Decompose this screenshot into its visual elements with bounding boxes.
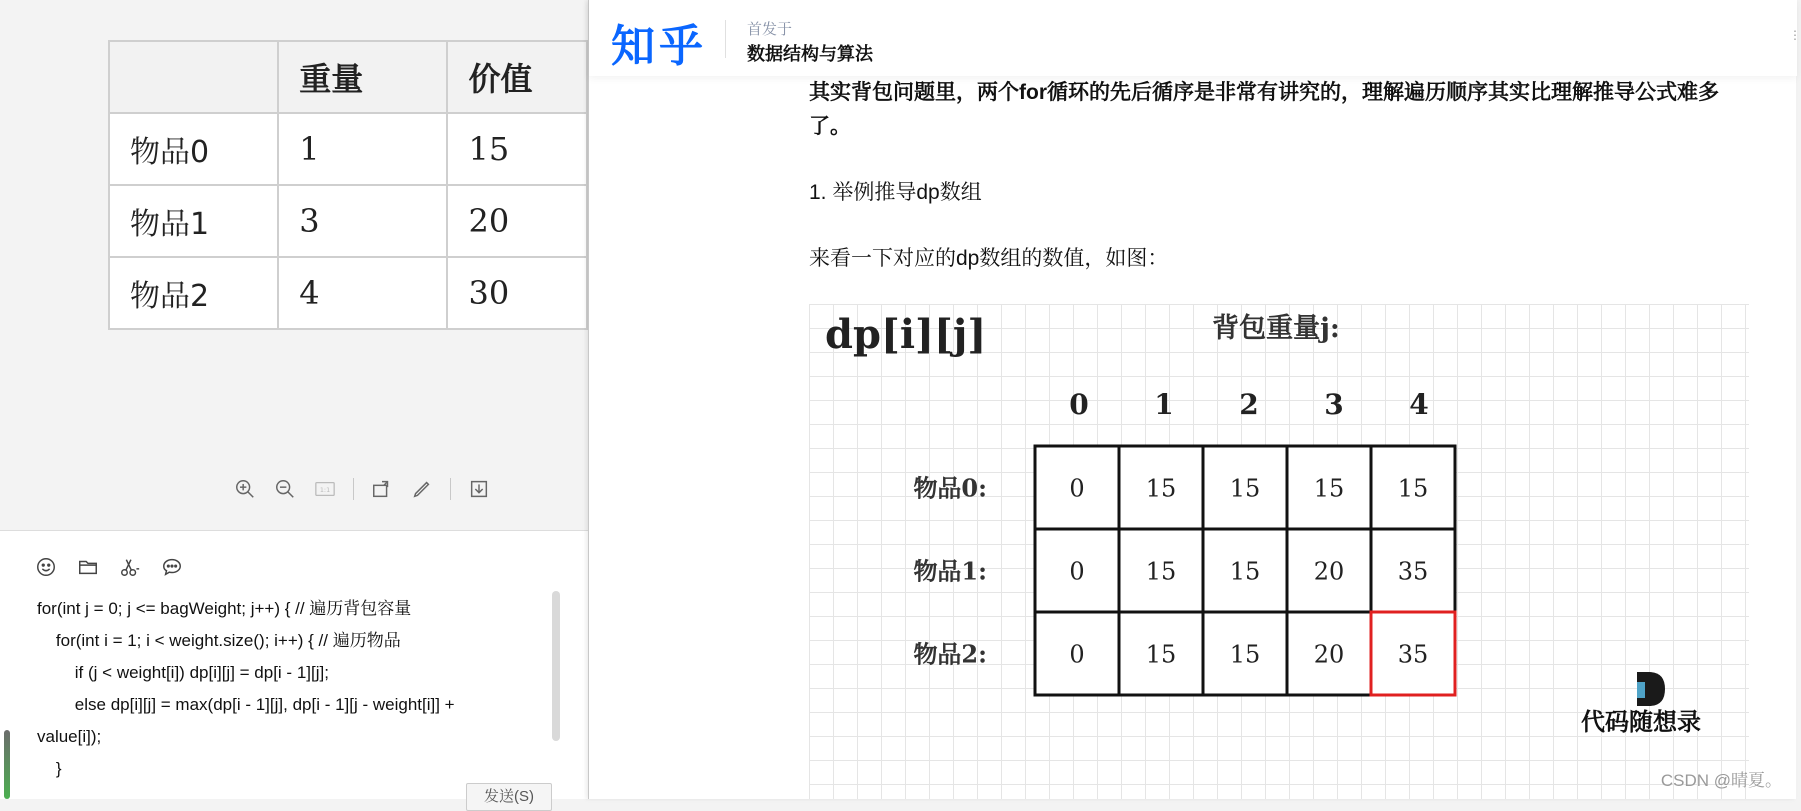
- row-label: 物品0:: [913, 473, 987, 503]
- zoom-in-icon[interactable]: [225, 472, 265, 506]
- dp-cell-value: 15: [1145, 557, 1177, 586]
- column-index-label: 0: [1069, 388, 1089, 421]
- dp-array-figure[interactable]: [809, 304, 1749, 799]
- send-button[interactable]: 发送(S): [466, 783, 552, 811]
- zoom-out-icon[interactable]: [265, 472, 305, 506]
- dp-cell-value: 15: [1229, 474, 1261, 503]
- value-grid: [1035, 446, 1455, 695]
- intro-sentence: 来看一下对应的dp数组的数值，如图：: [809, 247, 1169, 270]
- scissors-icon[interactable]: [116, 553, 144, 581]
- dp-cell-value: 15: [1145, 474, 1177, 503]
- dp-cell-value: 15: [1145, 640, 1177, 669]
- chat-toolbar: [32, 553, 186, 581]
- table-row: [109, 257, 587, 329]
- dp-cell-value: 15: [1313, 474, 1345, 503]
- header-divider: [725, 20, 726, 58]
- table-cell: 20: [447, 185, 587, 257]
- column-header-label: 背包重量j:: [1212, 313, 1340, 344]
- code-line: else dp[i][j] = max(dp[i - 1][j], dp[i - 1][j - weight[i]] +: [37, 695, 455, 714]
- dp-cell-value: 20: [1313, 557, 1345, 586]
- table-cell: 30: [447, 257, 587, 329]
- table-cell: 物品1: [109, 185, 278, 257]
- dp-cell-value: 35: [1397, 640, 1429, 669]
- dp-cell-value: 15: [1229, 640, 1261, 669]
- viewer-toolbar: [225, 472, 499, 506]
- dp-cell-value: 15: [1397, 474, 1429, 503]
- rotate-icon[interactable]: [362, 472, 402, 506]
- more-icon[interactable]: ⋮: [1789, 28, 1801, 42]
- zhihu-logo[interactable]: 知乎: [611, 21, 707, 72]
- bold-paragraph: 其实背包问题里，两个for循环的先后循序是非常有讲究的，理解遍历顺序其实比理解推导公式难多了。: [809, 81, 1719, 138]
- dp-cell-value: 15: [1229, 557, 1261, 586]
- chat-scrollbar[interactable]: [552, 591, 560, 741]
- row-labels: [913, 474, 987, 669]
- toolbar-divider: [353, 478, 354, 500]
- actual-size-icon[interactable]: [305, 472, 345, 506]
- table-cell: 物品0: [109, 113, 278, 185]
- table-cell: 15: [447, 113, 587, 185]
- table-cell: 3: [278, 185, 447, 257]
- chat-input-panel: [0, 530, 588, 805]
- table-header-cell: [109, 41, 278, 113]
- table-cell: 物品2: [109, 257, 278, 329]
- dp-cell-value: 0: [1069, 474, 1085, 503]
- image-viewer: [0, 0, 588, 530]
- column-labels: [1069, 388, 1428, 421]
- table-row: [109, 113, 587, 185]
- download-icon[interactable]: [459, 472, 499, 506]
- column-name-link[interactable]: 数据结构与算法: [747, 44, 873, 64]
- code-line: for(int j = 0; j <= bagWeight; j++) { // 遍历背包容量: [37, 599, 412, 618]
- volume-indicator: [4, 730, 10, 799]
- zhihu-article-window: [588, 0, 1801, 799]
- row-label: 物品2:: [913, 639, 987, 669]
- figure-title: dp[i][j]: [825, 311, 987, 358]
- brand-text: 代码随想录: [1581, 707, 1701, 736]
- code-line: }: [37, 759, 62, 778]
- table-header-cell: 重量: [278, 41, 447, 113]
- dp-cell-value: 0: [1069, 640, 1085, 669]
- column-index-label: 3: [1324, 388, 1344, 421]
- chat-message-input[interactable]: [37, 593, 547, 785]
- toolbar-divider: [450, 478, 451, 500]
- edit-icon[interactable]: [402, 472, 442, 506]
- table-header-row: [109, 41, 587, 113]
- column-index-label: 4: [1409, 388, 1429, 421]
- zhihu-header: [589, 0, 1801, 76]
- chat-bubble-icon[interactable]: [158, 553, 186, 581]
- folder-icon[interactable]: [74, 553, 102, 581]
- column-index-label: 1: [1154, 388, 1174, 421]
- published-in-label: 首发于: [747, 21, 793, 38]
- code-line: for(int i = 1; i < weight.size(); i++) { // 遍历物品: [37, 631, 401, 650]
- code-line: value[i]);: [37, 727, 102, 746]
- dp-cell-value: 35: [1397, 557, 1429, 586]
- dp-array-diagram: [809, 304, 1749, 799]
- dp-cell-value: 20: [1313, 640, 1345, 669]
- code-line: if (j < weight[i]) dp[i][j] = dp[i - 1][j];: [37, 663, 329, 682]
- svg-text:1:1: 1:1: [319, 485, 331, 494]
- step-heading: 1. 举例推导dp数组: [809, 181, 982, 204]
- code-random-logo: [1581, 672, 1701, 736]
- weights-table: [108, 40, 588, 330]
- table-row: [109, 185, 587, 257]
- emoji-icon[interactable]: [32, 553, 60, 581]
- table-cell: 4: [278, 257, 447, 329]
- column-index-label: 2: [1239, 388, 1259, 421]
- table-cell: 1: [278, 113, 447, 185]
- table-header-cell: 价值: [447, 41, 587, 113]
- row-label: 物品1:: [913, 556, 987, 586]
- csdn-watermark: CSDN @晴夏。: [1660, 771, 1782, 790]
- dp-cell-value: 0: [1069, 557, 1085, 586]
